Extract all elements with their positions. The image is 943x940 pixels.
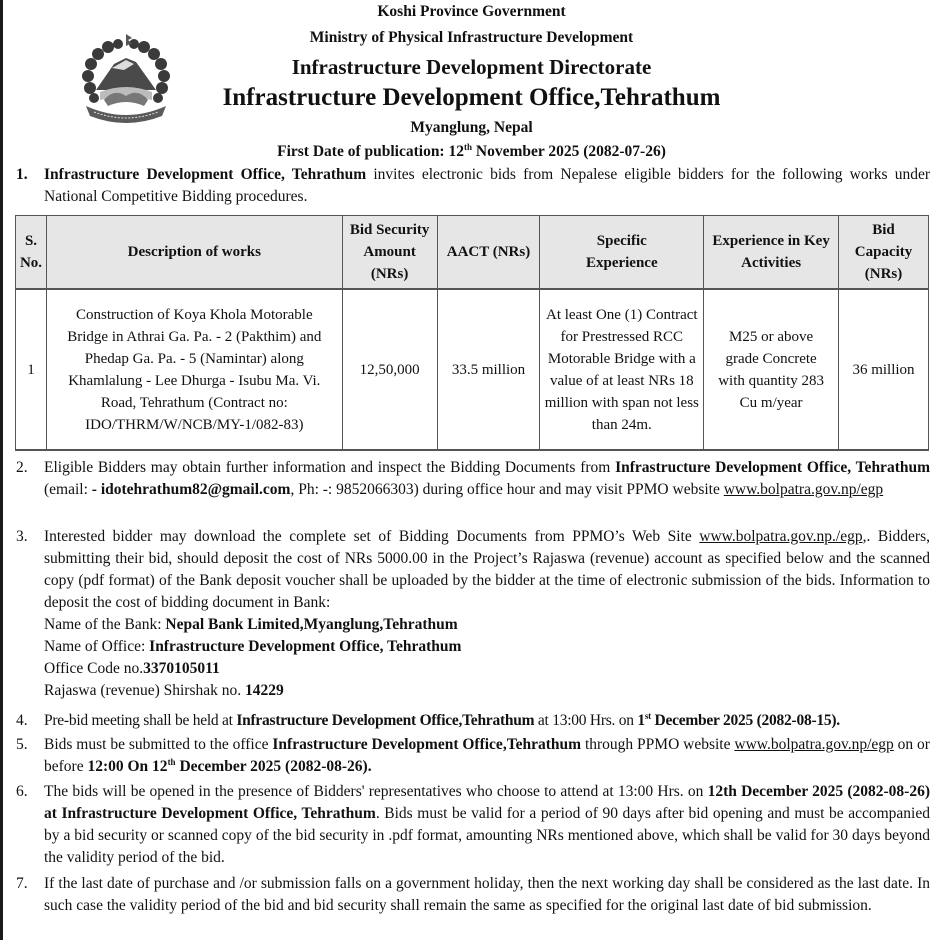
item-text: Bids must be submitted to the office Infrastructure Development Office,Tehrathum through PPMO website www.bolpatra.gov.np/egp on or before 12:00 On 12th December 2025 (2082-08-26). <box>44 736 930 775</box>
header-office: Infrastructure Development Office,Tehrathum <box>222 84 721 111</box>
item-number: 2. <box>16 459 28 476</box>
office-name-line: Name of Office: Infrastructure Development Office, Tehrathum <box>44 638 462 655</box>
ppmo-website-link[interactable]: www.bolpatra.gov.np/egp <box>734 736 894 753</box>
col-header-bid-security: Bid Security Amount (NRs) <box>342 216 437 290</box>
col-header-bid-capacity: Bid Capacity (NRs) <box>839 216 929 290</box>
cell-aact: 33.5 million <box>437 289 540 450</box>
item-text: Pre-bid meeting shall be held at Infrastructure Development Office,Tehrathum at 13:00 Hrs. on 1st December 2025 (2082-08-15). <box>44 710 840 729</box>
header-directorate: Infrastructure Development Directorate <box>291 55 652 79</box>
item-number: 4. <box>16 712 28 729</box>
col-header-description: Description of works <box>46 216 342 290</box>
cell-specific-experience: At least One (1) Contract for Prestressed RCC Motorable Bridge with a value of at least NRs 18 million with span not less than 24m. <box>540 289 704 450</box>
item-number: 1. <box>16 166 28 183</box>
header-ministry: Ministry of Physical Infrastructure Development <box>309 29 634 46</box>
cell-description: Construction of Koya Khola Motorable Bridge in Athrai Ga. Pa. - 2 (Pakthim) and Phedap Ga. Pa. - 5 (Namintar) along Khamlalung - Lee Dhurga - Isubu Ma. Vi. Road, Tehrathum (Contract no: IDO/THRM/W/NCB/MY-1/082-83) <box>46 289 342 450</box>
col-header-key-activities: Experience in Key Activities <box>704 216 839 290</box>
header-province: Koshi Province Government <box>377 3 566 20</box>
bank-name-line: Name of the Bank: Nepal Bank Limited,Myanglung,Tehrathum <box>44 616 458 633</box>
item-number: 3. <box>16 528 28 545</box>
item-number: 7. <box>16 875 28 892</box>
cell-bid-security: 12,50,000 <box>342 289 437 450</box>
col-header-sno: S. No. <box>16 216 47 290</box>
cell-key-activities: M25 or above grade Concrete with quantity 283 Cu m/year <box>704 289 839 450</box>
rajaswa-line: Rajaswa (revenue) Shirshak no. 14229 <box>44 682 284 699</box>
ppmo-website-link[interactable]: www.bolpatra.gov.np./egp <box>699 528 863 545</box>
email-address: - idotehrathum82@gmail.com <box>91 481 291 498</box>
office-code-line: Office Code no.3370105011 <box>44 660 220 677</box>
header-location: Myanglung, Nepal <box>410 119 533 136</box>
item-text: The bids will be opened in the presence of Bidders' representatives who choose to attend at 13:00 Hrs. on 12th December 2025 (2082-08-26) at Infrastructure Development Office, Tehrathum. Bids must be valid for a period of 90 days after bid opening and must be accompanied by a bid security or scanned copy of the bid security in .pdf format, amounting NRs mentioned above, which shall be valid for 30 days beyond the validity period of the bid. <box>44 783 931 866</box>
item-text: Eligible Bidders may obtain further information and inspect the Bidding Documents from Infrastructure Development Office, Tehrathum (email: - idotehrathum82@gmail.com, Ph: -: 9852066303) during office hour and may visit PPMO website www.bolpatra.gov.np/egp <box>44 459 931 498</box>
item-number: 5. <box>16 736 28 753</box>
cell-sno: 1 <box>16 289 47 450</box>
item-text: Interested bidder may download the complete set of Bidding Documents from PPMO’s Web Site www.bolpatra.gov.np./egp,. Bidders, submitting their bid, should deposit the cost of NRs 5000.00 in the Project’s Rajaswa (revenue) account as specified below and the scanned copy (pdf format) of the Bank deposit voucher shall be uploaded by the bidder at the time of electronic submission of the bids. Information to deposit the cost of bidding document in Bank: Name of the Bank: Nepal Bank Limited,Myanglung,Tehrathum Name of Office: Infrastructure Development Office, Tehrathum Office Code no.3370105011 Rajaswa (revenue) Shirshak no. 14229 <box>44 526 930 702</box>
item-number: 6. <box>16 783 28 800</box>
cell-bid-capacity: 36 million <box>839 289 929 450</box>
table-header-row <box>16 216 929 290</box>
table-row <box>16 289 929 450</box>
item-text: If the last date of purchase and /or submission falls on a government holiday, then the next working day shall be considered as the last date. In such case the validity period of the bid and bid security shall remain the same as specified for the original last date of bid submission. <box>44 875 930 914</box>
works-table <box>15 215 929 451</box>
ppmo-website-link[interactable]: www.bolpatra.gov.np/egp <box>723 481 884 498</box>
item-text: Infrastructure Development Office, Tehrathum invites electronic bids from Nepalese eligible bidders for the following works under National Competitive Bidding procedures. <box>44 166 930 205</box>
col-header-aact: AACT (NRs) <box>437 216 540 290</box>
col-header-specific-experience: Specific Experience <box>540 216 704 290</box>
publication-date: First Date of publication: 12th November 2025 (2082-07-26) <box>277 141 666 160</box>
left-margin-rule <box>0 0 3 940</box>
